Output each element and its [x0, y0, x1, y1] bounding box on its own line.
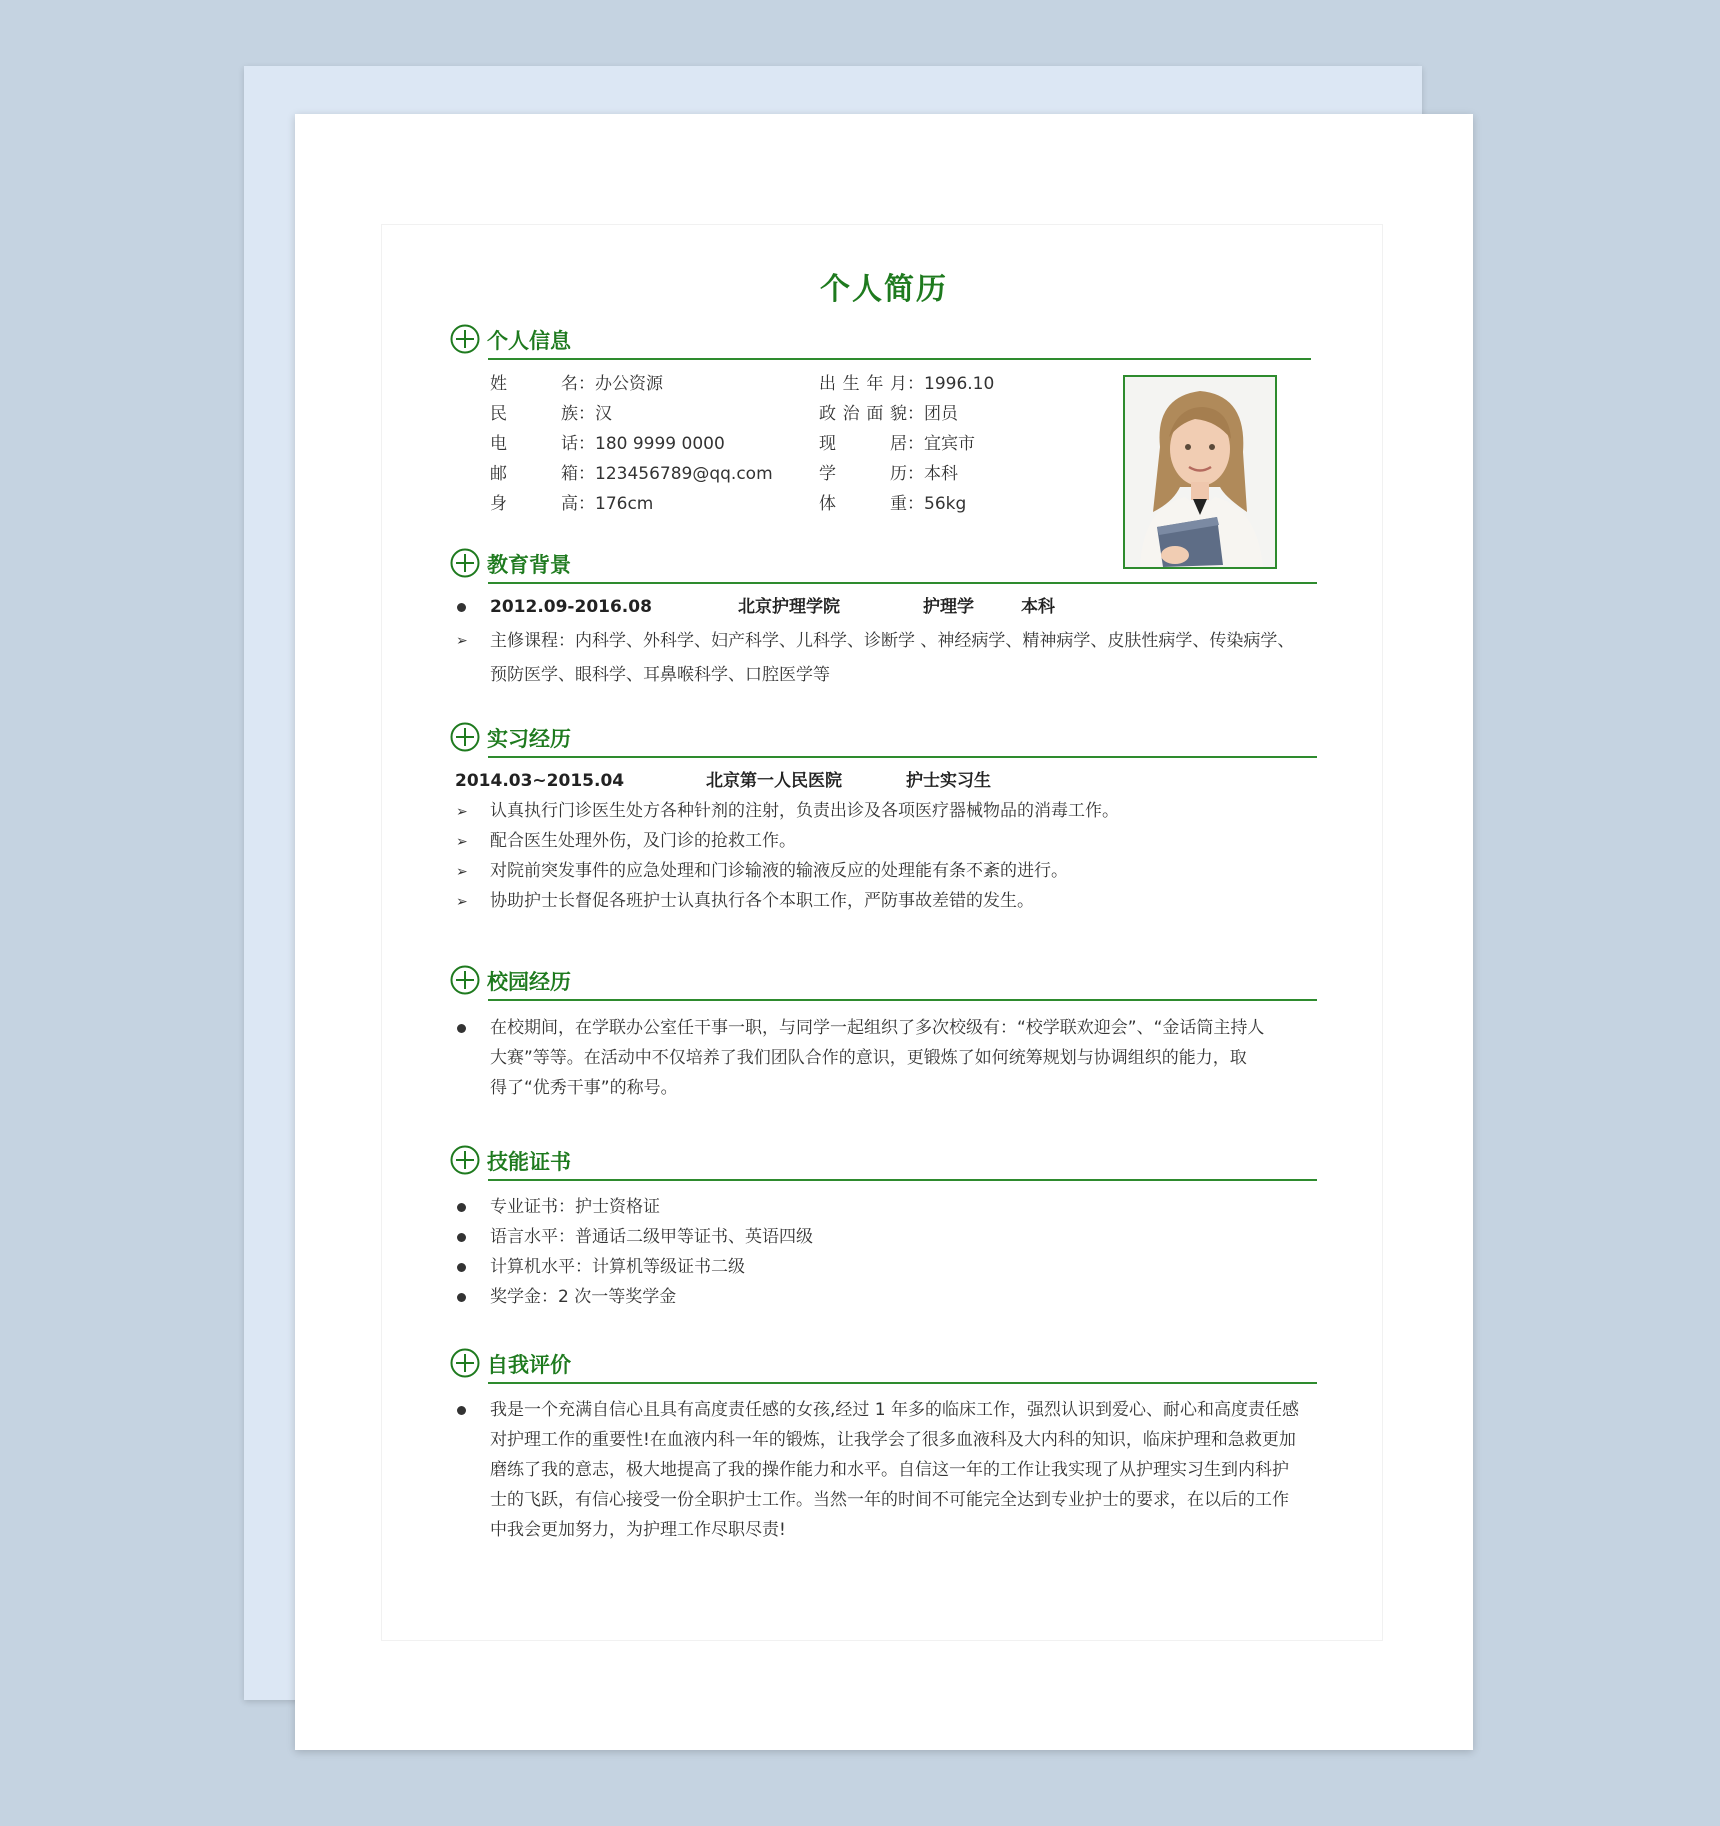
campus-text-line: 在校期间，在学联办公室任干事一职，与同学一起组织了多次校级有：“校学联欢迎会”、“金话筒主持人: [490, 1018, 1265, 1038]
arrow-bullet-icon: ➢: [456, 804, 468, 820]
education-period: 2012.09-2016.08: [490, 597, 652, 617]
self-eval-line: 我是一个充满自信心且具有高度责任感的女孩,经过 1 年多的临床工作，强烈认识到爱心、耐心和高度责任感: [490, 1400, 1300, 1420]
bullet-dot: [457, 1233, 466, 1242]
arrow-bullet-icon: ➢: [456, 834, 468, 850]
bullet-dot: [457, 1263, 466, 1272]
plus-circle-icon: [450, 548, 480, 578]
internship-item: 配合医生处理外伤，及门诊的抢救工作。: [490, 831, 796, 851]
section-title: 技能证书: [487, 1150, 571, 1174]
info-weight: 体重：56kg: [819, 494, 967, 514]
skill-item: 奖学金：2 次一等奖学金: [490, 1287, 677, 1307]
self-eval-line: 磨练了我的意志，极大地提高了我的操作能力和水平。自信这一年的工作让我实现了从护理实习生到内科护: [490, 1460, 1289, 1480]
section-title: 实习经历: [487, 727, 571, 751]
internship-item: 认真执行门诊医生处方各种针剂的注射，负责出诊及各项医疗器械物品的消毒工作。: [490, 801, 1119, 821]
bullet-dot: [457, 603, 466, 612]
info-degree: 学历：本科: [819, 464, 958, 484]
section-personal-header: [450, 324, 1317, 364]
info-ethnicity: 民族：汉: [490, 404, 612, 424]
section-skills-header: [450, 1145, 1317, 1185]
plus-circle-icon: [450, 1145, 480, 1175]
education-school: 北京护理学院: [738, 597, 840, 617]
campus-text-line: 大赛”等等。在活动中不仅培养了我们团队合作的意识，更锻炼了如何统筹规划与协调组织的能力，取: [490, 1048, 1247, 1068]
education-major: 护理学: [923, 597, 974, 617]
section-divider: [488, 582, 1317, 584]
profile-photo: [1123, 375, 1277, 569]
person-illustration: [1125, 377, 1275, 567]
internship-hospital: 北京第一人民医院: [706, 771, 842, 791]
section-title: 校园经历: [487, 970, 571, 994]
info-birth: 出生年月：1996.10: [819, 374, 995, 394]
section-campus-header: [450, 965, 1317, 1005]
education-courses-cont: 预防医学、眼科学、耳鼻喉科学、口腔医学等: [490, 665, 830, 685]
section-title: 教育背景: [487, 553, 571, 577]
internship-period: 2014.03~2015.04: [455, 771, 625, 791]
skill-item: 语言水平：普通话二级甲等证书、英语四级: [490, 1227, 813, 1247]
section-title: 自我评价: [487, 1353, 571, 1377]
section-title: 个人信息: [487, 329, 571, 353]
self-eval-line: 对护理工作的重要性!在血液内科一年的锻炼，让我学会了很多血液科及大内科的知识，临床护理和急救更加: [490, 1430, 1296, 1450]
arrow-bullet-icon: ➢: [456, 633, 468, 649]
section-divider: [488, 1179, 1317, 1181]
page-title: 个人简历: [820, 272, 948, 307]
campus-text-line: 得了“优秀干事”的称号。: [490, 1078, 678, 1098]
internship-item: 对院前突发事件的应急处理和门诊输液的输液反应的处理能有条不紊的进行。: [490, 861, 1068, 881]
plus-circle-icon: [450, 1348, 480, 1378]
plus-circle-icon: [450, 722, 480, 752]
education-courses: 主修课程：内科学、外科学、妇产科学、儿科学、诊断学 、神经病学、精神病学、皮肤性病学、传染病学、: [490, 631, 1295, 651]
bullet-dot: [457, 1293, 466, 1302]
arrow-bullet-icon: ➢: [456, 894, 468, 910]
section-education-header: [450, 548, 1317, 588]
info-residence: 现居：宜宾市: [819, 434, 975, 454]
internship-role: 护士实习生: [906, 771, 991, 791]
education-degree: 本科: [1021, 597, 1055, 617]
info-politics: 政治面貌：团员: [819, 404, 958, 424]
bullet-dot: [457, 1024, 466, 1033]
section-divider: [488, 999, 1317, 1001]
info-height: 身高：176cm: [490, 494, 654, 514]
resume-page: [295, 114, 1473, 1750]
arrow-bullet-icon: ➢: [456, 864, 468, 880]
bullet-dot: [457, 1406, 466, 1415]
bullet-dot: [457, 1203, 466, 1212]
section-divider: [488, 358, 1311, 360]
section-internship-header: [450, 722, 1317, 762]
plus-circle-icon: [450, 324, 480, 354]
info-name: 姓名：办公资源: [490, 374, 663, 394]
skill-item: 专业证书：护士资格证: [490, 1197, 660, 1217]
section-divider: [488, 756, 1317, 758]
plus-circle-icon: [450, 965, 480, 995]
internship-item: 协助护士长督促各班护士认真执行各个本职工作，严防事故差错的发生。: [490, 891, 1034, 911]
info-phone: 电话：180 9999 0000: [490, 434, 725, 454]
section-self-header: [450, 1348, 1317, 1388]
info-email: 邮箱：123456789@qq.com: [490, 464, 773, 484]
skill-item: 计算机水平：计算机等级证书二级: [490, 1257, 745, 1277]
self-eval-line: 中我会更加努力，为护理工作尽职尽责!: [490, 1520, 786, 1540]
self-eval-line: 士的飞跃，有信心接受一份全职护士工作。当然一年的时间不可能完全达到专业护士的要求，在以后的工作: [490, 1490, 1289, 1510]
section-divider: [488, 1382, 1317, 1384]
